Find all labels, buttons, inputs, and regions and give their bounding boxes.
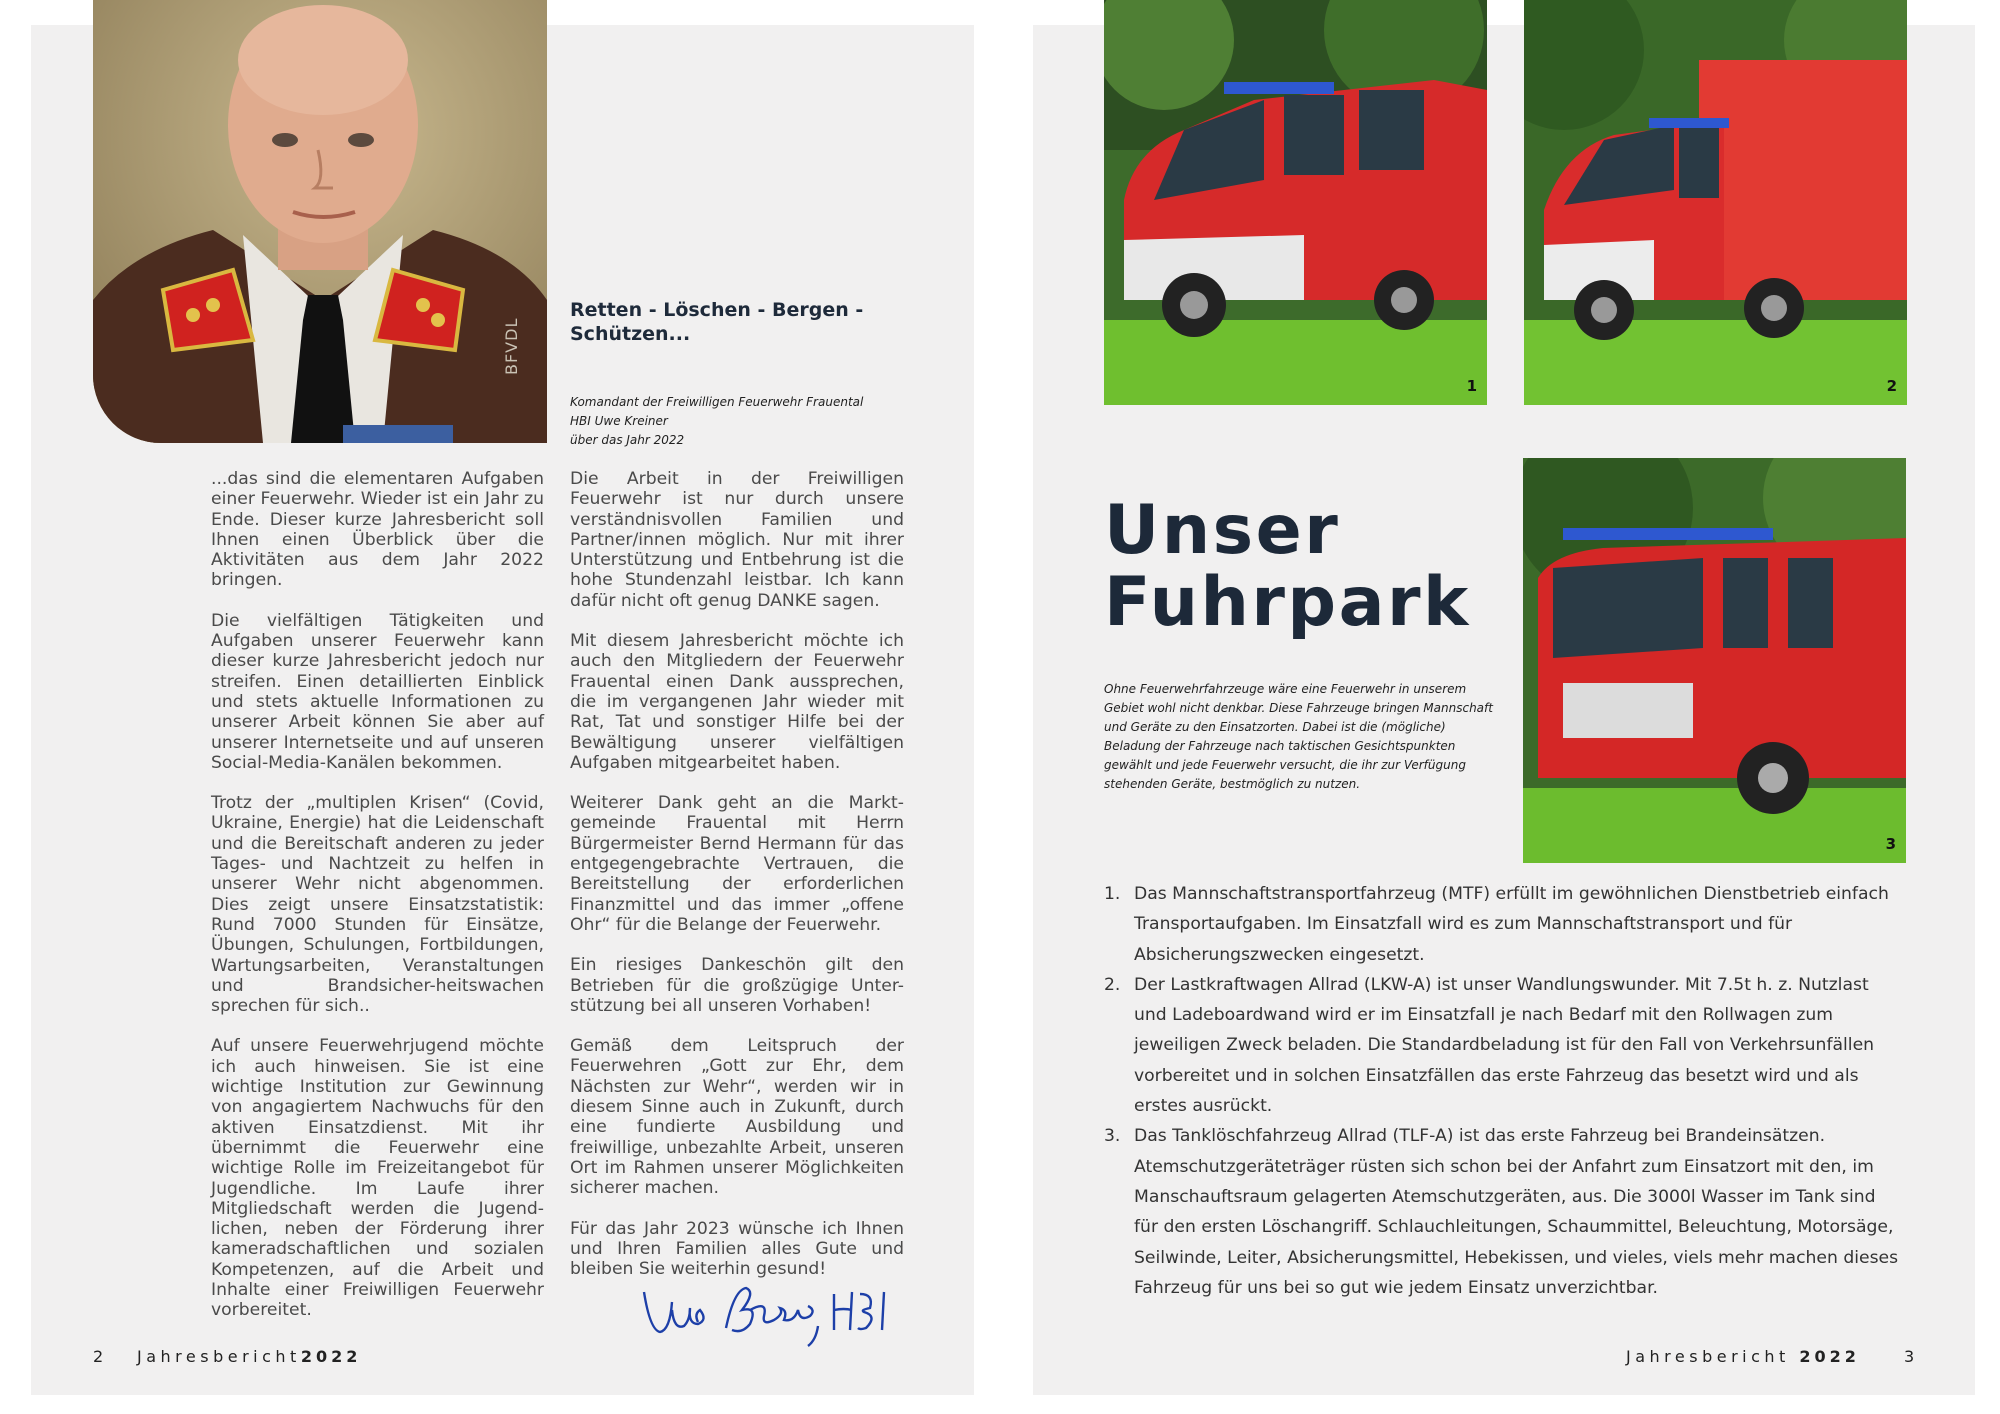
photo-number: 2	[1886, 377, 1897, 395]
title-line-1: Unser	[1104, 491, 1341, 570]
vehicle-list	[1104, 879, 1904, 1303]
page-number: 3	[1904, 1347, 1919, 1366]
paragraph: Trotz der „multiplen Krisen“ (Covid, Ukraine, Energie) hat die Leidenschaft und die Bereitschaft anderen zu jeder Tages- und Nachtzeit zu helfen in unserer Wehr nicht abgenommen. Dies zeigt unsere Einsatzstatistik: Rund 7000 Stunden für Einsätze, Übungen, Schulungen, Fortbildungen, Wartungsarbeiten, Veranstaltungen und Brandsicher-heitswachen sprechen für sich..	[211, 793, 544, 1017]
lkwa-truck-photo	[1524, 0, 1907, 405]
footer-year: 2022	[1799, 1347, 1860, 1366]
paragraph: Die Arbeit in der Freiwilligen Feuerwehr ist nur durch unsere verständnisvollen Familien und Partner/innen möglich. Nur mit ihrer Unterstützung und Entbehrung ist die hohe Stundenzahl leistbar. Ich kann dafür nicht oft genug DANKE sagen.	[570, 469, 904, 611]
paragraph: Die vielfältigen Tätigkeiten und Aufgaben unserer Feuerwehr kann dieser kurze Jahresbericht jedoch nur streifen. Einen detaillierten Einblick und stets aktuelle Informationen zu unserer Arbeit können Sie aber auf unserer Internetseite und auf unseren Social-Media-Kanälen bekommen.	[211, 610, 544, 773]
photo-credit: BFVDL	[502, 317, 521, 375]
byline-subject: über das Jahr 2022	[570, 433, 685, 447]
page-number: 2	[93, 1347, 108, 1366]
section-intro: Ohne Feuerwehrfahrzeuge wäre eine Feuerwehr in unserem Gebiet wohl nicht denkbar. Diese Fahrzeuge bringen Mannschaft und Geräte zu den Einsatzorten. Dabei ist die (mögliche) Beladung der Fahrzeuge nach taktischen Gesichtspunkten gewählt und jede Feuerwehr versucht, die ihr zur Verfügung stehenden Geräte, bestmöglich zu nutzen.	[1104, 682, 1493, 791]
paragraph: ...das sind die elementaren Aufgaben einer Feuerwehr. Wieder ist ein Jahr zu Ende. Dieser kurze Jahresbericht soll Ihnen einen Überblick über die Aktivitäten aus dem Jahr 2022 bringen.	[211, 469, 544, 591]
list-item-text: Das Tanklöschfahrzeug Allrad (TLF-A) ist das erste Fahrzeug bei Brandeinsätzen. Atemschutzgeräteträger rüsten sich schon bei der Anfahrt zum Einsatzort mit den, im Manschauftsraum gelagerten Atemschutzgeräten, aus. Die 3000l Wasser im Tank sind für den ersten Löschangriff. Schlauchleitungen, Schaummittel, Beleuchtung, Motorsäge, Seilwinde, Leiter, Absicherungsmittel, Hebekissen, und vieles, viels mehr machen dieses Fahrzeug für uns bei so gut wie jedem Einsatz unverzichtbar.	[1134, 1126, 1899, 1298]
paragraph: Weiterer Dank geht an die Markt-gemeinde Frauental mit Herrn Bürgermeister Bernd Hermann für das entgegengebrachte Vertrauen, die Bereitstellung der erforderlichen Finanzmittel und das immer „offene Ohr“ für die Belange der Feuerwehr.	[570, 793, 904, 935]
section-title	[1104, 491, 1524, 642]
page-heading: Retten - Löschen - Bergen - Schützen...	[570, 299, 864, 345]
list-item-number: 3.	[1104, 1126, 1121, 1147]
list-item-text: Das Mannschaftstransportfahrzeug (MTF) erfüllt im gewöhnlichen Dienstbetrieb einfach Transportaufgaben. Im Einsatzfall wird es zum Mannschaftstransport und für Absicherungszwecken eingesetzt.	[1134, 884, 1889, 965]
footer-title: Jahresbericht	[1626, 1347, 1790, 1366]
photo-number: 3	[1885, 835, 1896, 853]
byline-name: HBI Uwe Kreiner	[570, 414, 668, 428]
paragraph: Gemäß dem Leitspruch der Feuerwehren „Gott zur Ehr, dem Nächsten zur Wehr“, werden wir in diesem Sinne auch in Zukunft, durch eine fundierte Ausbildung und freiwillige, unbezahlte Arbeit, unseren Ort im Rahmen unserer Möglichkeiten sicherer machen.	[570, 1036, 904, 1199]
byline	[570, 393, 910, 450]
footer-title: Jahresbericht	[137, 1347, 301, 1366]
article-column-1	[211, 469, 544, 1341]
commander-portrait	[93, 0, 547, 443]
list-item-text: Der Lastkraftwagen Allrad (LKW-A) ist unser Wandlungswunder. Mit 7.5t h. z. Nutzlast und Ladeboardwand wird er im Einsatzfall je nach Bedarf mit den Rollwagen zum jeweiligen Zweck beladen. Die Standardbeladung ist für den Fall von Verkehrsunfällen vorbereitet und in solchen Einsatzfällen das erste Fahrzeug das besetzt wird und als erstes ausrückt.	[1134, 974, 1875, 1117]
running-footer	[137, 1347, 361, 1366]
photo-number: 1	[1466, 377, 1477, 395]
tlfa-engine-photo	[1523, 458, 1906, 863]
list-item	[1104, 879, 1904, 970]
paragraph: Für das Jahr 2023 wünsche ich Ihnen und Ihren Familien alles Gute und bleiben Sie weiterhin gesund!	[570, 1218, 904, 1280]
running-footer	[1626, 1347, 1860, 1366]
list-item	[1104, 970, 1904, 1121]
list-item-number: 1.	[1104, 884, 1121, 904]
list-item-number: 2.	[1104, 974, 1121, 995]
list-item	[1104, 1121, 1904, 1303]
footer-year: 2022	[300, 1347, 362, 1366]
paragraph: Ein riesiges Dankeschön gilt den Betrieben für die großzügige Unter-stützung bei all unseren Vorhaben!	[570, 955, 904, 1016]
mtf-van-photo	[1104, 0, 1487, 405]
signature	[638, 1280, 898, 1350]
title-line-2: Fuhrpark	[1104, 563, 1471, 642]
byline-role: Komandant der Freiwilligen Feuerwehr Frauental	[570, 395, 864, 409]
paragraph: Auf unsere Feuerwehrjugend möchte ich auch hinweisen. Sie ist eine wichtige Institution zur Gewinnung von angagiertem Nachwuchs für den aktiven Einsatzdienst. Mit ihr übernimmt die Feuerwehr eine wichtige Rolle im Freizeitangebot für Jugendliche. Im Laufe ihrer Mitgliedschaft werden die Jugend-lichen, neben der Förderung ihrer kameradschaftlichen und sozialen Kompetenzen, auf die Arbeit und Inhalte einer Freiwilligen Feuerwehr vorbereitet.	[211, 1036, 544, 1321]
article-column-2	[570, 469, 904, 1299]
paragraph: Mit diesem Jahresbericht möchte ich auch den Mitgliedern der Feuerwehr Frauental einen Dank aussprechen, die im vergangenen Jahr wieder mit Rat, Tat und sonstiger Hilfe bei der Bewältigung unserer vielfältigen Aufgaben mitgearbeitet haben.	[570, 631, 904, 773]
